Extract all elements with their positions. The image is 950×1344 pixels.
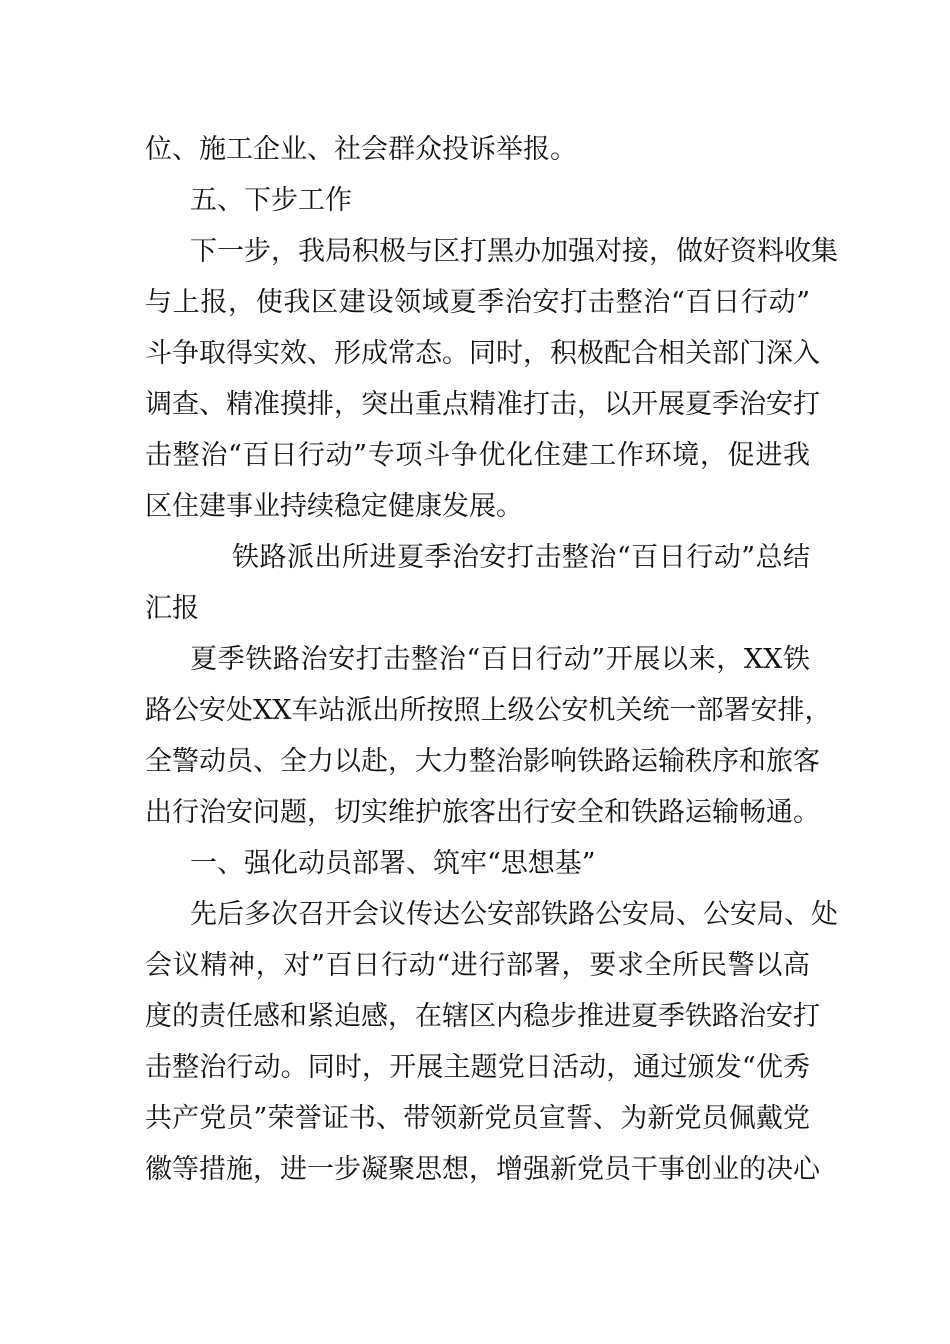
paragraph-line: 调查、精准摸排，突出重点精准打击，以开展夏季治安打: [145, 389, 820, 420]
paragraph-line: 击整治行动。同时，开展主题党日活动，通过颁发“优秀: [145, 1052, 810, 1083]
paragraph-line: 共产党员”荣誉证书、带领新党员宣誓、为新党员佩戴党: [145, 1103, 810, 1134]
document-title: 铁路派出所进夏季治安打击整治“百日行动”总结: [232, 542, 810, 573]
paragraph-line: 徽等措施，进一步凝聚思想，增强新党员干事创业的决心: [145, 1154, 820, 1185]
paragraph-line: 夏季铁路治安打击整治“百日行动”开展以来，XX铁: [190, 644, 810, 675]
paragraph-line: 击整治“百日行动”专项斗争优化住建工作环境，促进我: [145, 440, 810, 471]
paragraph-line: 区住建事业持续稳定健康发展。: [145, 491, 523, 522]
paragraph-line: 全警动员、全力以赴，大力整治影响铁路运输秩序和旅客: [145, 746, 820, 777]
paragraph-line: 出行治安问题，切实维护旅客出行安全和铁路运输畅通。: [145, 797, 820, 828]
paragraph-line: 下一步，我局积极与区打黑办加强对接，做好资料收集: [190, 236, 838, 267]
paragraph-line: 斗争取得实效、形成常态。同时，积极配合相关部门深入: [145, 338, 820, 369]
paragraph-line: 路公安处XX车站派出所按照上级公安机关统一部署安排，: [145, 695, 832, 726]
section-heading: 五、下步工作: [190, 185, 352, 216]
paragraph-line: 会议精神，对”百日行动“进行部署，要求全所民警以高: [145, 950, 810, 981]
paragraph-line: 位、施工企业、社会群众投诉举报。: [145, 134, 577, 165]
paragraph-line: 与上报，使我区建设领域夏季治安打击整治“百日行动”: [145, 287, 810, 318]
paragraph-line: 度的责任感和紧迫感，在辖区内稳步推进夏季铁路治安打: [145, 1001, 820, 1032]
section-heading: 一、强化动员部署、筑牢“思想基”: [190, 848, 596, 879]
paragraph-line: 先后多次召开会议传达公安部铁路公安局、公安局、处: [190, 899, 838, 930]
document-title-continued: 汇报: [145, 593, 199, 624]
